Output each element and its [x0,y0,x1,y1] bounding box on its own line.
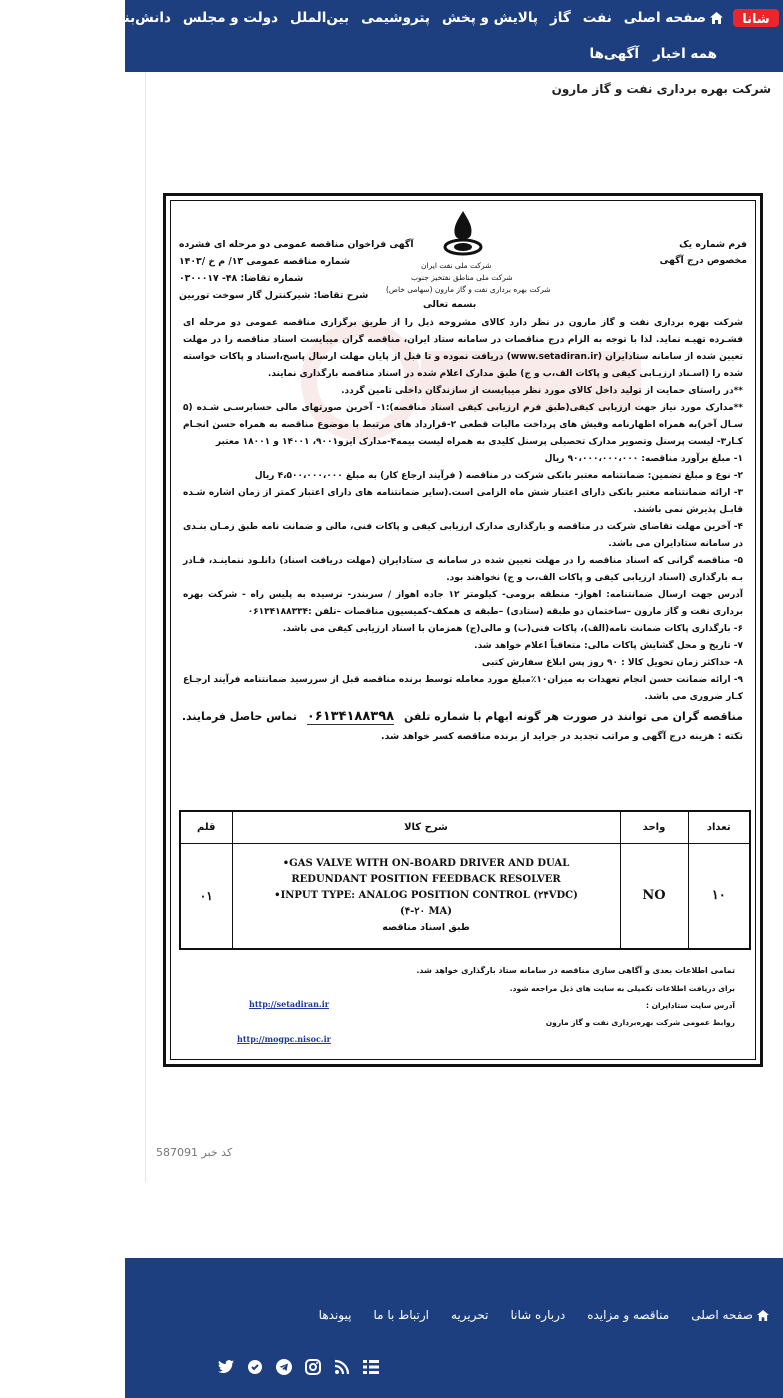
cell-item-number: ۰۱ [180,843,232,949]
footer-contact[interactable]: ارتباط با ما [373,1308,430,1322]
article-headline: شرکت بهره برداری نفت و گاز مارون [551,82,771,96]
tender-number: شماره مناقصه عمومی ۱۳/ م خ /۱۴۰۳ [179,256,350,267]
table-header-row [180,811,750,843]
nav-video[interactable]: فیلم [11,10,43,26]
request-description: شرح تقاضا: شیرکنترل گاز سوخت توربین [179,290,369,301]
footer-editorial[interactable]: تحریریه [451,1308,489,1322]
social-icons [217,1358,391,1376]
svg-text:شانا: شانا [742,12,770,27]
footer-nav [297,1308,769,1322]
item-7-opening: ۷- تاریخ و محل گشایش پاکات مالی: متعاقباً اعلام خواهد شد. [474,641,743,651]
footer-tenders[interactable]: مناقصه و مزایده [587,1308,670,1322]
nav-international[interactable]: بین‌الملل [290,10,350,26]
article-card [145,72,783,1182]
address-paragraph: آدرس جهت ارسال ضمانتنامه: اهواز- منطقه برومی- کیلومتر ۱۲ جاده اهواز / سربندر- نرسیده به پلیس راه - شرکت بهره برداری نفت و گاز مارون –ساختمان دو طبقه (ستادی) –طبقه ی همکف-کمیسیون مناقصات –تلفن :۰۶۱۳۴۱۸۸۳۳۴ [183,590,743,617]
support-domestic: **در راستای حمایت از تولید داخل کالای مورد نظر میبایست از سازندگان داخلی تامین گردد. [341,386,743,396]
cell-quantity: ۱۰ [688,843,750,949]
home-icon [710,12,723,24]
contact-phone: ۰۶۱۳۴۱۸۸۳۹۸ [306,709,395,724]
cost-note: نکته : هزینه درج آگهی و مراتب تجدید در جراید از برنده مناقصه کسر خواهد شد. [381,731,743,742]
tender-notice-frame [170,200,756,1060]
news-code: کد خبر 587091 [156,1146,233,1159]
twitter-icon[interactable] [217,1358,235,1376]
site-footer [125,1258,783,1398]
final-info-1: تمامی اطلاعات بعدی و آگاهی سازی مناقصه در سامانه ستاد بارگذاری خواهد شد. [416,966,735,975]
home-icon [757,1310,769,1321]
org-nisoc: شرکت ملی مناطق نفتخیز جنوب [411,273,513,282]
items-table [179,810,751,950]
contact-line: مناقصه گران می توانند در صورت هر گونه ابهام با شماره تلفن ۰۶۱۳۴۱۸۸۳۹۸ تماس حاصل فرمایند. [181,709,743,724]
required-documents: **مدارک مورد نیاز جهت ارزیابی کیفی(طبق فرم ارزیابی کیفی اسناد مناقصه):۱- آخرین صورتهای مالی حسابرسـی شـده (۵ سـال آخر)به همراه اظهارنامه وفیش های پرداخت مالیات قطعی ۲-قرارداد های مرتبط با موضوع مناقصه به همراه حسن انجـام کـار۳- لیست پرسنل وتصویر مدارک تحصیلی پرسنل کلیدی به همراه لیست بیمه۴-مدارک ایزو۹۰۰۱، ۱۴۰۰۱ و ۱۸۰۰۱ معتبر [183,403,743,447]
nav-refining[interactable]: پالایش و پخش [441,10,538,26]
cell-description: •GAS VALVE WITH ON-BOARD DRIVER AND DUAL REDUNDANT POSITION FEEDBACK RESOLVER •INPUT TYPE: ANALOG POSITION CONTROL (۲۴VDC) (۴-۲۰ MA) طبق اسناد مناقصه [232,843,620,949]
nav-government[interactable]: دولت و مجلس [182,10,279,26]
nav-home[interactable]: صفحه اصلی [624,10,723,26]
rss-icon[interactable] [333,1358,351,1376]
nav-row-primary [0,0,783,36]
nav-row-secondary [576,40,718,68]
final-info-2: برای دریافت اطلاعات تکمیلی به سایت های ذیل مراجعه شود. [509,984,735,993]
nioc-logo [441,209,485,257]
request-number: شماره تقاضا: ۴۸- ۰۳۰۰۰۱۷ [179,273,304,284]
mogpc-link[interactable]: http://mogpc.nisoc.ir [237,1034,331,1044]
aparat-icon[interactable] [246,1358,264,1376]
col-header-quantity: تعداد [688,811,750,843]
col-header-description: شرح کالا [232,811,620,843]
item-2-guarantee: ۲- نوع و مبلغ تضمین: ضمانتنامه معتبر بانکی شرکت در مناقصه ( فرآیند ارجاع کار) به مبلغ ۴،۵۰۰،۰۰۰،۰۰۰ ریال [254,471,743,481]
org-maroon: شرکت بهره برداری نفت و گاز مارون (سهامی خاص) [386,285,551,294]
bismillah: بسمه تعالی [423,299,477,310]
footer-about[interactable]: درباره شانا [510,1308,566,1322]
footer-links[interactable]: پیوندها [318,1308,352,1322]
shana-logo[interactable] [729,0,783,36]
col-header-item: قلم [180,811,232,843]
intro-paragraph: شرکت بهره برداری نفت و گاز مارون در نظر دارد کالای مشروحه ذیل را از طریق برگزاری مناقصه عمومی دو مرحله ای فشـرده تهیـه نماید. لذا با توجه به الزام درج مناقصات در سامانه ستاد ایران، مناقصه گران میبایست اسناد مناقصه را در مهلت تعیین شده از سامانه ستادایران (www.setadiran.ir) دریافت نموده و تا قبل از پایان مهلت ارسال پاسخ،اسناد و پاکات خواسته شده را (اسـناد ارزیـابی کیفی و پاکات الف،ب و ج) طبق مدارک اعلام شده در اسناد مناقصه بارگذاری نمایند. [183,318,743,379]
cell-unit: NO [620,843,688,949]
top-navigation [11,0,783,72]
item-3-bank-guarantee: ۳- ارائه ضمانتنامه معتبر بانکی دارای اعتبار شش ماه الزامی است.(سایر ضمانتنامه های دارای اعتبار کمتر از زمان اشاره شـده قابـل پذیرش نمی باشند. [183,488,743,515]
item-9-performance: ۹- ارائه ضمانت حسن انجام تعهدات به میزان۱۰٪مبلغ مورد معامله توسط برنده مناقصه قبل از سررسید ضمانتنامه فرآیند ارجـاع کـار ضروری می باشد. [183,675,743,702]
col-header-unit: واحد [620,811,688,843]
nav-ads[interactable]: آگهی‌ها [589,46,639,62]
final-info-4: روابط عمومی شرکت بهره‌برداری نفت و گاز مارون [545,1018,735,1027]
footer-home[interactable]: صفحه اصلی [691,1308,769,1322]
item-8-delivery: ۸- حداکثر زمان تحویل کالا : ۹۰ روز پس ابلاغ سفارش کتبی [481,658,743,668]
telegram-icon[interactable] [275,1358,293,1376]
nav-knowledge-based[interactable]: دانش‌بنیان [102,10,171,26]
instagram-icon[interactable] [304,1358,322,1376]
list-icon[interactable] [362,1358,380,1376]
final-info-3: آدرس سایت ستادایران : [646,1001,735,1010]
nav-gas[interactable]: گاز [549,10,571,26]
item-6-upload: ۶- بارگذاری پاکات ضمانت نامه(الف)، پاکات فنی(ب) و مالی(ج) همزمان با اسناد ارزیابی کیفی می باشد. [282,624,743,634]
org-nioc: شرکت ملی نفت ایران [421,261,492,270]
form-subtitle: مخصوص درج آگهی [659,255,747,266]
nav-photo[interactable]: عکس [54,10,91,26]
tender-notice-image [163,193,763,1067]
setadiran-link[interactable]: http://setadiran.ir [249,999,329,1009]
item-1-estimate: ۱- مبلغ برآورد مناقصه: ۹۰،۰۰۰،۰۰۰،۰۰۰ ریال [544,454,743,464]
nav-petrochemical[interactable]: پتروشیمی [361,10,430,26]
nav-all-news[interactable]: همه اخبار [652,46,717,62]
item-5-download: ۵- مناقصه گرانی که اسناد مناقصه را در مهلت تعیین شده در سامانه ی ستادایران (مهلت دریافت اسناد) دانلـود ننماینـد، قـادر بـه بارگذاری (اسناد ارزیابی کیفی و پاکات الف،ب و ج) نخواهند بود. [183,556,743,583]
table-row [180,843,750,949]
notice-title: آگهی فراخوان مناقصه عمومی دو مرحله ای فشرده [179,239,414,250]
form-number: فرم شماره یک [679,239,747,250]
nav-oil[interactable]: نفت [582,10,612,26]
item-4-deadline: ۴- آخرین مهلت تقاضای شرکت در مناقصه و بارگذاری مدارک ارزیابی کیفی و پاکات فنی، مالی و ضمانت نامه طبق زمـان بنـدی در سامانه ستادایران می باشد. [183,522,743,549]
